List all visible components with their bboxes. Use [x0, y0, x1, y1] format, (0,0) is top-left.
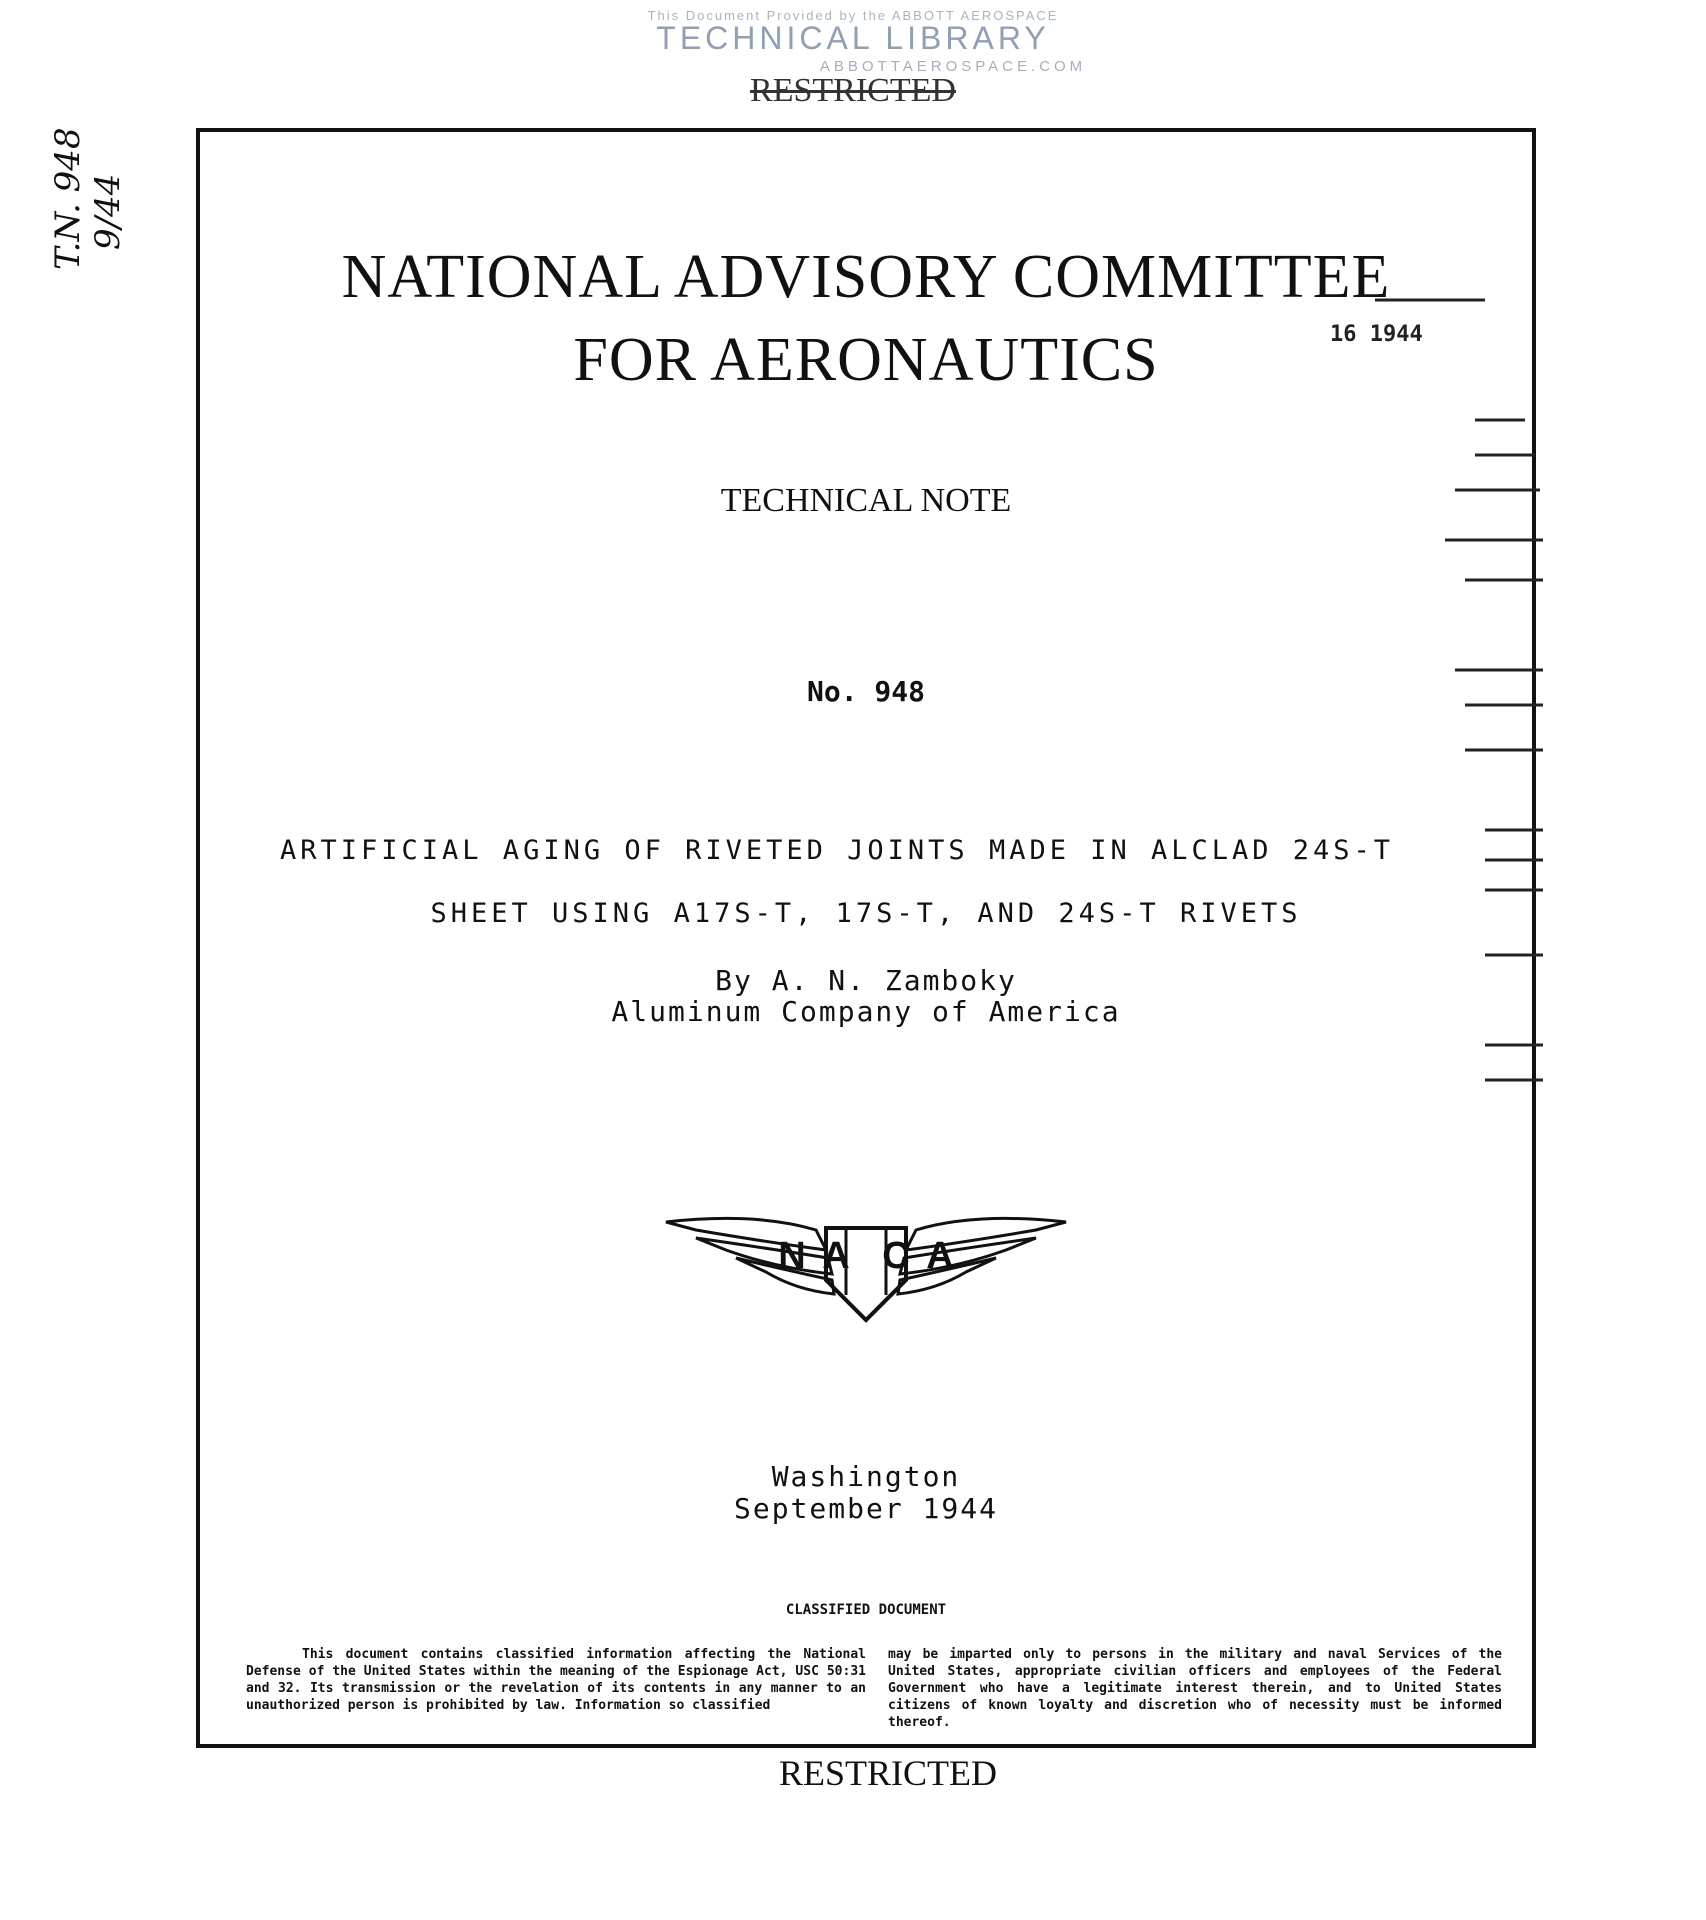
title-line1: ARTIFICIAL AGING OF RIVETED JOINTS MADE IN ALCLAD 24S-T	[280, 835, 1395, 866]
publication-place: Washington	[771, 1460, 961, 1493]
classified-document-label: CLASSIFIED DOCUMENT	[785, 1602, 947, 1618]
watermark-url: ABBOTTAEROSPACE.COM	[819, 58, 1087, 75]
logo-letter-a2: A	[926, 1235, 954, 1277]
classification-notice-right: may be imparted only to persons in the military and naval Services of the United States, appropriate civilian officers and employees of the Federal Government who have a legitimate interest therein, and to United States citizens of known loyalty and discretion who of necessity must be informed thereof.	[888, 1647, 1502, 1730]
restricted-bottom-stamp: RESTRICTED	[778, 1753, 997, 1793]
watermark-provided-by: This Document Provided by the ABBOTT AEROSPACE	[647, 8, 1059, 23]
affiliation: Aluminum Company of America	[611, 995, 1121, 1028]
margin-routing-marks	[1355, 290, 1545, 1210]
classification-notice-left: This document contains classified information affecting the National Defense of the United States within the meaning of the Espionage Act, USC 50:31 and 32. Its transmission or the revelation of its contents in any manner to an unauthorized person is prohibited by law. Information so classified	[246, 1647, 866, 1713]
document-type: TECHNICAL NOTE	[720, 482, 1012, 519]
restricted-top-stamp: RESTRICTED	[750, 72, 956, 109]
handwritten-notes	[44, 80, 128, 270]
logo-letter-n: N	[778, 1235, 806, 1277]
document-number: No. 948	[806, 675, 925, 708]
title-line2: SHEET USING A17S-T, 17S-T, AND 24S-T RIVETS	[430, 898, 1302, 929]
handwritten-note-number: T.N. 948	[48, 127, 88, 270]
naca-wings-logo-icon	[656, 1210, 1076, 1330]
publication-date: September 1944	[733, 1492, 998, 1525]
author: By A. N. Zamboky	[715, 964, 1017, 997]
logo-letter-a: A	[822, 1235, 850, 1277]
watermark-library: TECHNICAL LIBRARY	[656, 20, 1050, 56]
received-date-stamp: 16 1944	[1330, 322, 1423, 347]
organization-name-line1: NATIONAL ADVISORY COMMITTEE	[341, 243, 1391, 311]
organization-name-line2: FOR AERONAUTICS	[573, 326, 1159, 394]
logo-letter-c: C	[882, 1235, 910, 1277]
handwritten-note-date: 9/44	[88, 173, 128, 250]
